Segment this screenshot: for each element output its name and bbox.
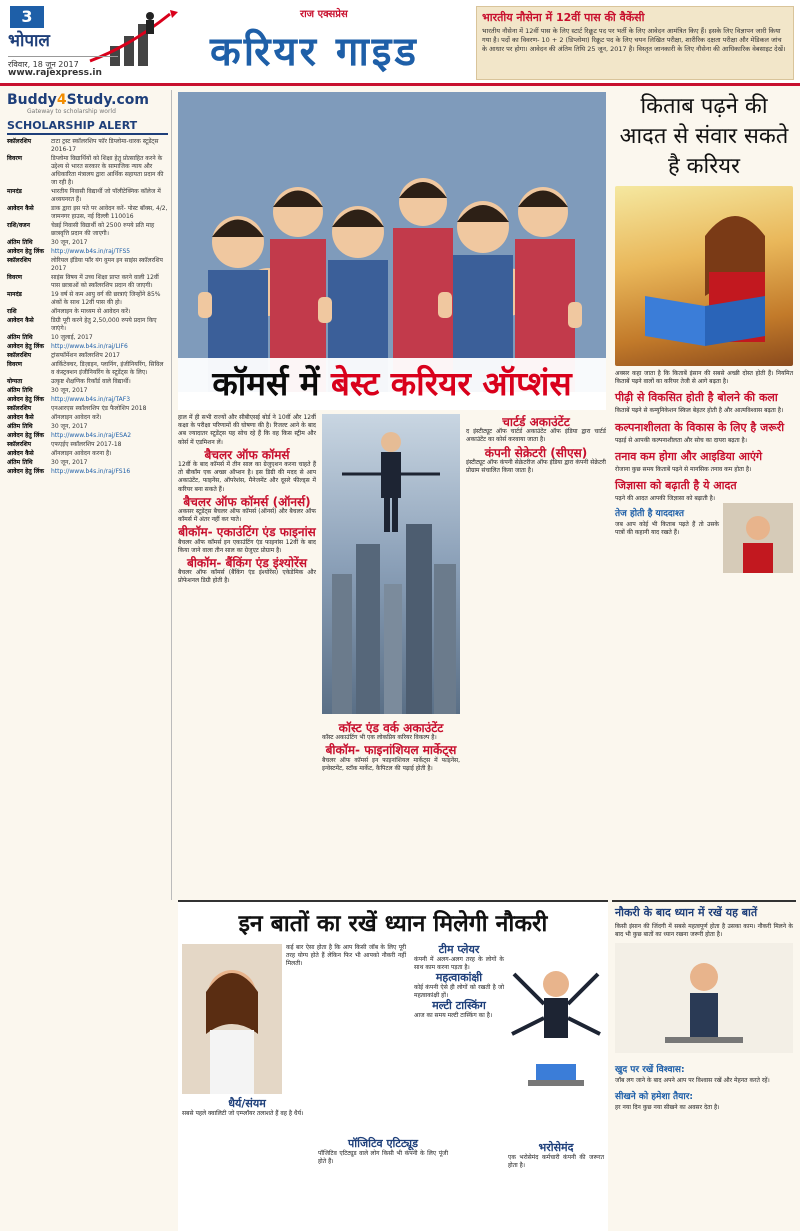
main-headline: कॉमर्स में बेस्ट करियर ऑप्शंस xyxy=(178,358,606,410)
scholarship-apply-link[interactable]: http://www.b4s.in/raj/TFS5 xyxy=(51,248,131,255)
scholarship-field-label: आवेदन हेतु लिंक xyxy=(7,248,44,255)
students-group-illustration xyxy=(178,92,606,392)
chartered-accountant-heading: चार्टर्ड अकाउंटेंट xyxy=(502,415,570,429)
professional-woman-illustration xyxy=(615,943,793,1053)
scholarship-field-label: स्कॉलरशिप xyxy=(7,352,32,359)
positive-attitude-heading: पॉजिटिव एटिट्यूड xyxy=(348,1137,418,1150)
after-job-tips xyxy=(612,900,796,1231)
patience-column xyxy=(182,1098,312,1118)
team-player-heading: टीम प्लेयर xyxy=(438,943,480,956)
scholarship-field-value: आर्किटेक्चर, डिज़ाइन, प्लानिंग, इंजीनियरिंग, सिविल व कंस्ट्रक्शन इंजीनियरिंग के स्टूडेंट्स के लिए। xyxy=(51,361,164,376)
scholarship-field-label: अंतिम तिथि xyxy=(7,239,33,246)
curiosity-text: पढ़ने की आदत आपकी जिज्ञासा को बढ़ाती है। xyxy=(615,495,716,503)
edition-city: भोपाल xyxy=(8,31,50,51)
company-secretary-text: इंस्टीट्यूट ऑफ कंपनी सेक्रेटरीज ऑफ इंडिया द्वारा कंपनी सेक्रेटरी प्रोग्राम संचालित किया जाता है। xyxy=(466,458,606,475)
scholarship-field-label: विवरण xyxy=(7,274,23,281)
speaking-skill-heading: पीढ़ी से विकसित होती है बोलने की कला xyxy=(615,391,778,405)
scholarship-list xyxy=(7,138,168,476)
after-job-intro: किसी इंसान की जिंदगी में सबसे महत्वपूर्ण होता है उसका काम। नौकरी मिलने के बाद भी कुछ बातों का ध्यान रखना जरूरी होता है। xyxy=(615,923,793,939)
scholarship-field-label: स्कॉलरशिप xyxy=(7,257,32,264)
ambitious-text: कोई कंपनी ऐसे ही लोगों को रखती है जो महत्वाकांक्षी हों। xyxy=(414,984,504,999)
scholarship-field-value: एफएईए स्कॉलरशिप 2017-18 xyxy=(51,441,122,448)
reading-girl-thumbnail xyxy=(723,503,793,573)
businessman-illustration xyxy=(322,414,460,714)
scholarship-field-label: स्कॉलरशिप xyxy=(7,441,32,448)
logo-tagline: Gateway to scholarship world xyxy=(27,108,116,115)
bcom-honours-heading: बैचलर ऑफ कॉमर्स (ऑनर्स) xyxy=(183,494,311,509)
scholarship-field-label: अंतिम तिथि xyxy=(7,459,33,466)
job-intro-text: कई बार ऐसा होता है कि आप किसी जॉब के लिए पूरी तरह योग्य होते हैं लेकिन फिर भी आपको नौकरी नहीं मिलती। xyxy=(286,944,406,967)
buddy4study-logo xyxy=(7,92,168,108)
memory-text: जब आप कोई भी किताब पढ़ते हैं तो उसके पात्रों की कहानी याद रखते हैं। xyxy=(615,521,719,537)
scholarship-field-label: आवेदन हेतु लिंक xyxy=(7,468,44,475)
issue-date: रविवार, 18 जून 2017 xyxy=(8,56,118,70)
website-link[interactable]: www.rajexpress.in xyxy=(8,68,102,78)
scholarship-row xyxy=(7,343,168,351)
scholarship-row xyxy=(7,432,168,440)
scholarship-row xyxy=(7,396,168,404)
keep-learning-heading: सीखने को हमेशा तैयार: xyxy=(615,1091,693,1102)
speaking-skill-text: किताबें पढ़ने से कम्युनिकेशन स्किल बेहतर होती है और आत्मविश्वास बढ़ता है। xyxy=(615,407,784,415)
scholarship-field-label: स्कॉलरशिप xyxy=(7,138,32,145)
scholarship-field-label: राशि xyxy=(7,308,17,315)
scholarship-apply-link[interactable]: http://www.b4s.in/raj/TAF3 xyxy=(51,396,131,403)
company-secretary-heading: कंपनी सेक्रेटरी (सीएस) xyxy=(484,445,588,460)
scholarship-field-value: डिप्लोमा विद्यार्थियों को शिक्षा हेतु प्रोत्साहित करने के उद्देश्य से भारत सरकार के सामाजिक न्याय और अधिकारिता मंत्रालय द्वारा आर्थिक सहायता प्रदान की जा रही है। xyxy=(51,155,164,186)
bcom-heading: बैचलर ऑफ कॉमर्स xyxy=(204,447,290,462)
banking-insurance-text: बैचलर ऑफ कॉमर्स (बैंकिंग एंड इंश्योरेंस) एकेडेमिक और प्रोफेशनल डिग्री होती है। xyxy=(178,569,316,585)
scholarship-field-label: राशि/वजन xyxy=(7,222,30,229)
scholarship-alert-heading: SCHOLARSHIP ALERT xyxy=(7,119,168,135)
chartered-accountant-text: द इंस्टीट्यूट ऑफ चार्टर्ड अकाउंटेंट ऑफ इंडिया द्वारा चार्टर्ड अकाउंटेंट का कोर्स करवाया जाता है। xyxy=(466,428,606,444)
scholarship-field-value: भारतीय निवासी विद्यार्थी जो पॉलीटेक्निक कॉलेज में अध्ययनरत हैं। xyxy=(51,188,161,203)
scholarship-apply-link[interactable]: http://www.b4s.in/raj/LIF6 xyxy=(51,343,128,350)
self-belief-heading: खुद पर रखें विश्वास: xyxy=(615,1065,685,1076)
navy-vacancy-box xyxy=(476,6,794,80)
scholarship-row xyxy=(7,222,168,238)
scholarship-row xyxy=(7,468,168,476)
scholarship-field-value: डिग्री पूरी करने हेतु 2,50,000 रुपये प्रदान किए जाएंगे। xyxy=(51,317,157,332)
positive-attitude-text: पॉजिटिव एटिट्यूड वाले लोग किसी भी कंपनी के लिए पूंजी होते हैं। xyxy=(318,1150,448,1165)
bcom-text: 12वीं के बाद कॉमर्स में तीन साल का ग्रेजुएशन करना चाहते हैं तो बीकॉम एक अच्छा ऑप्शन है। इस डिग्री की मदद से आप अकाउंटेंट, फाइनेंस, ऑपरेशंस, मैनेजमेंट और दूसरे फील्ड्स में करियर बना सकते हैं। xyxy=(178,461,316,493)
reliable-heading: भरोसेमंद xyxy=(538,1141,574,1154)
article-column-2 xyxy=(322,720,460,773)
logo-text: Buddy4Study.com xyxy=(7,92,149,108)
scholarship-field-value: 19 वर्ष से कम आयु वर्ग की छात्राएं जिन्होंने 85% अंकों के साथ 12वीं पास की हो। xyxy=(51,291,161,306)
navy-vacancy-text: भारतीय नौसेना में 12वीं पास के लिए स्टार्ट रिक्रूट पद पर भर्ती के लिए आवेदन आमंत्रित किए हैं। इसके लिए विज्ञापन जारी किया गया है। पदों का विवरण- 10 + 2 (डिप्लोमा) रिक्रूट पद के लिए चयन लिखित परीक्षा, शारीरिक दक्षता परीक्षा और मेडिकल जांच के आधार पर होगा। आवेदन की अंतिम तिथि 25 जून, 2017 है। विस्तृत जानकारी के लिए नौसेना की आधिकारिक वेबसाइट देखें। xyxy=(482,27,786,53)
scholarship-field-label: विवरण xyxy=(7,361,23,368)
self-belief-text: जॉब लग जाने के बाद अपने आप पर विश्वास रखें और मेहनत करते रहें। xyxy=(615,1077,770,1085)
scholarship-field-value: ऑनलाइन आवेदन करना है। xyxy=(51,450,112,457)
masthead xyxy=(0,0,800,86)
curiosity-heading: जिज्ञासा को बढ़ाती है ये आदत xyxy=(615,479,737,493)
accounting-finance-text: बैचलर ऑफ कॉमर्स इन एकाउंटिंग एंड फाइनांस 12वीं के बाद किया जाने वाला तीन साल का ग्रेजुएट प्रोग्राम है। xyxy=(178,538,316,554)
keep-learning-text: हर नया दिन कुछ नया सीखने का अवसर देता है। xyxy=(615,1103,720,1111)
scholarship-field-value: 30 जून, 2017 xyxy=(51,239,88,246)
scholarship-field-label: आवेदन कैसे xyxy=(7,317,34,324)
scholarship-field-value: चेन्नई निवासी विद्यार्थी को 2500 रुपये प्रति माह छात्रवृत्ति प्रदान की जाएगी। xyxy=(51,222,155,237)
scholarship-field-value: 30 जून, 2017 xyxy=(51,459,88,466)
scholarship-row xyxy=(7,155,168,187)
scholarship-row xyxy=(7,239,168,247)
team-player-text: कंपनी में अलग-अलग तरह के लोगों के साथ काम करना पड़ता है। xyxy=(414,956,504,971)
scholarship-field-value: 30 जून, 2017 xyxy=(51,423,88,430)
stress-text: रोजाना कुछ समय किताबें पढ़ने से मानसिक तनाव कम होता है। xyxy=(615,465,752,473)
article-intro: हाल में ही सभी राज्यों और सीबीएसई बोर्ड ने 10वीं और 12वीं कक्षा के परीक्षा परिणामों की घोषणा की है। रिजल्ट आने के बाद अब ज्यादातर स्टूडेंट्स यह सोच रहे हैं कि वह किस स्ट्रीम और कोर्स में एडमिशन लें। xyxy=(178,414,316,446)
scholarship-field-value: ऑनलाइन के माध्यम से आवेदन करें। xyxy=(51,308,131,315)
brand-name: राज एक्सप्रेस xyxy=(300,9,348,20)
scholarship-row xyxy=(7,441,168,449)
imagination-heading: कल्पनाशीलता के विकास के लिए है जरूरी xyxy=(615,420,785,434)
reliable-text: एक भरोसेमंद कर्मचारी कंपनी की जरूरत होता है। xyxy=(508,1154,604,1169)
scholarship-apply-link[interactable]: http://www.b4s.in/raj/ESA2 xyxy=(51,432,132,439)
scholarship-field-value: ट्रांसफॉर्मेशन स्कॉलरशिप 2017 xyxy=(51,352,120,359)
scholarship-row xyxy=(7,405,168,413)
scholarship-field-value: 30 जून, 2017 xyxy=(51,387,88,394)
scholarship-row xyxy=(7,423,168,431)
scholarship-field-value: लोरियल इंडिया फॉर यंग वुमन इन साइंस स्कॉलरशिप 2017 xyxy=(51,257,163,272)
scholarship-field-label: अंतिम तिथि xyxy=(7,387,33,394)
memory-heading: तेज होती है याददाश्त xyxy=(615,509,684,520)
scholarship-field-label: योग्यता xyxy=(7,378,23,385)
financial-markets-heading: बीकॉम- फाइनांशियल मार्केट्स xyxy=(325,743,457,758)
section-title: करियर गाइड xyxy=(210,29,419,75)
scholarship-row xyxy=(7,414,168,422)
scholarship-apply-link[interactable]: http://www.b4s.in/raj/FS16 xyxy=(51,468,131,475)
patience-heading: धैर्य/संयम xyxy=(228,1097,266,1110)
girl-reading-photo xyxy=(615,186,793,366)
bcom-honours-text: अकसर स्टूडेंट्स बैचलर ऑफ कॉमर्स (ऑनर्स) और बैचलर ऑफ कॉमर्स में अंतर नहीं कर पाते। xyxy=(178,508,316,524)
imagination-text: पढ़ाई से आपकी कल्पनाशीलता और सोच का दायरा बढ़ता है। xyxy=(615,436,747,444)
multitasking-woman-illustration xyxy=(508,944,604,1124)
scholarship-field-label: आवेदन कैसे xyxy=(7,450,34,457)
scholarship-row xyxy=(7,387,168,395)
scholarship-field-value: साइंस विषय में उच्च शिक्षा प्राप्त करने वाली 12वीं पास छात्राओं को स्कॉलरशिप प्रदान की जाएगी। xyxy=(51,274,159,289)
reading-habit-title: किताब पढ़ने की आदत से संवार सकते है करियर xyxy=(619,94,789,179)
scholarship-field-label: आवेदन कैसे xyxy=(7,414,34,421)
scholarship-row xyxy=(7,361,168,377)
article-column-1 xyxy=(178,414,316,586)
scholarship-row xyxy=(7,138,168,154)
cost-work-text: कॉस्ट अकाउंटिंग भी एक लोकप्रिय करियर विकल्प है। xyxy=(322,734,437,742)
scholarship-field-label: अंतिम तिथि xyxy=(7,423,33,430)
woman-photo xyxy=(182,944,282,1094)
commerce-career-article xyxy=(178,414,606,894)
scholarship-field-value: उत्कृष्ट शैक्षणिक रिकॉर्ड वाले विद्यार्थी। xyxy=(51,378,131,385)
students-photo xyxy=(178,92,606,392)
ambitious-heading: महत्वाकांक्षी xyxy=(435,971,483,984)
scholarship-row xyxy=(7,352,168,360)
multitasking-text: आज का समय मल्टी टास्किंग का है। xyxy=(414,1012,493,1019)
scholarship-field-label: आवेदन हेतु लिंक xyxy=(7,396,44,403)
scholarship-field-value: डाक द्वारा इस पते पर आवेदन करें- पोस्ट बॉक्स, 4/2, जामनगर हाउस, नई दिल्ली 110016 xyxy=(51,205,168,220)
reading-habit-intro: अक्सर कहा जाता है कि किताबें इंसान की सबसे अच्छी दोस्त होती हैं। नियमित किताबें पढ़ने वालों का करियर तेजी से आगे बढ़ता है। xyxy=(615,370,793,386)
scholarship-field-label: अंतिम तिथि xyxy=(7,334,33,341)
scholarship-field-label: स्कॉलरशिप xyxy=(7,405,32,412)
scholarship-row xyxy=(7,274,168,290)
reading-habit-article xyxy=(612,92,796,852)
navy-vacancy-title: भारतीय नौसेना में 12वीं पास की वैकेंसी xyxy=(482,11,645,24)
scholarship-row xyxy=(7,308,168,316)
scholarship-field-value: एनआरएस स्कॉलरशिप एंड फैलोशिप 2018 xyxy=(51,405,147,412)
article-column-3 xyxy=(466,414,606,475)
businessman-photo xyxy=(322,414,460,714)
reliable-column xyxy=(508,1142,604,1170)
attitude-column xyxy=(318,1138,448,1166)
accounting-finance-heading: बीकॉम- एकाउंटिंग एंड फाइनांस xyxy=(178,525,316,540)
scholarship-field-value: 10 जुलाई, 2017 xyxy=(51,334,93,341)
job-tips-headline: इन बातों का रखें ध्यान मिलेगी नौकरी xyxy=(238,911,548,937)
scholarship-row xyxy=(7,291,168,307)
scholarship-row xyxy=(7,257,168,273)
scholarship-row xyxy=(7,317,168,333)
stress-heading: तनाव कम होगा और आइडिया आएंगे xyxy=(615,449,763,463)
after-job-title: नौकरी के बाद ध्यान में रखें यह बातें xyxy=(615,906,758,919)
cost-work-heading: कॉस्ट एंड वर्क अकाउंटेंट xyxy=(338,721,444,735)
scholarship-field-label: मानदंड xyxy=(7,291,22,298)
scholarship-field-label: विवरण xyxy=(7,155,23,162)
job-intro-column xyxy=(286,944,406,968)
scholarship-field-label: आवेदन हेतु लिंक xyxy=(7,432,44,439)
scholarship-field-value: ऑनलाइन आवेदन करें। xyxy=(51,414,102,421)
scholarship-row xyxy=(7,459,168,467)
scholarship-row xyxy=(7,450,168,458)
team-column xyxy=(414,944,504,1020)
scholarship-field-label: आवेदन हेतु लिंक xyxy=(7,343,44,350)
job-tips-article xyxy=(178,900,608,1231)
scholarship-field-label: मानदंड xyxy=(7,188,22,195)
scholarship-field-value: टाटा ट्रस्ट स्कॉलरशिप फॉर डिप्लोमा-धारक स्टूडेंट्स 2016-17 xyxy=(51,138,159,153)
patience-text: सबसे पहले क्वालिटी जो एम्प्लॉयर तलाशते हैं वह है धैर्य। xyxy=(182,1110,304,1117)
scholarship-row xyxy=(7,188,168,204)
banking-insurance-heading: बीकॉम- बैंकिंग एंड इंश्योरेंस xyxy=(186,556,308,571)
scholarship-sidebar xyxy=(4,90,172,900)
scholarship-row xyxy=(7,378,168,386)
page-number: 3 xyxy=(10,6,44,28)
financial-markets-text: बैचलर ऑफ कॉमर्स इन फाइनांशियल मार्केट्स में फाइनेंस, इन्वेस्टमेंट, स्टॉक मार्केट, कैपिटल की पढ़ाई होती है। xyxy=(322,756,460,772)
multitasking-heading: मल्टी टास्किंग xyxy=(432,999,486,1012)
scholarship-row xyxy=(7,205,168,221)
scholarship-row xyxy=(7,334,168,342)
girl-reading-illustration xyxy=(615,186,793,366)
scholarship-row xyxy=(7,248,168,256)
scholarship-field-label: आवेदन कैसे xyxy=(7,205,34,212)
